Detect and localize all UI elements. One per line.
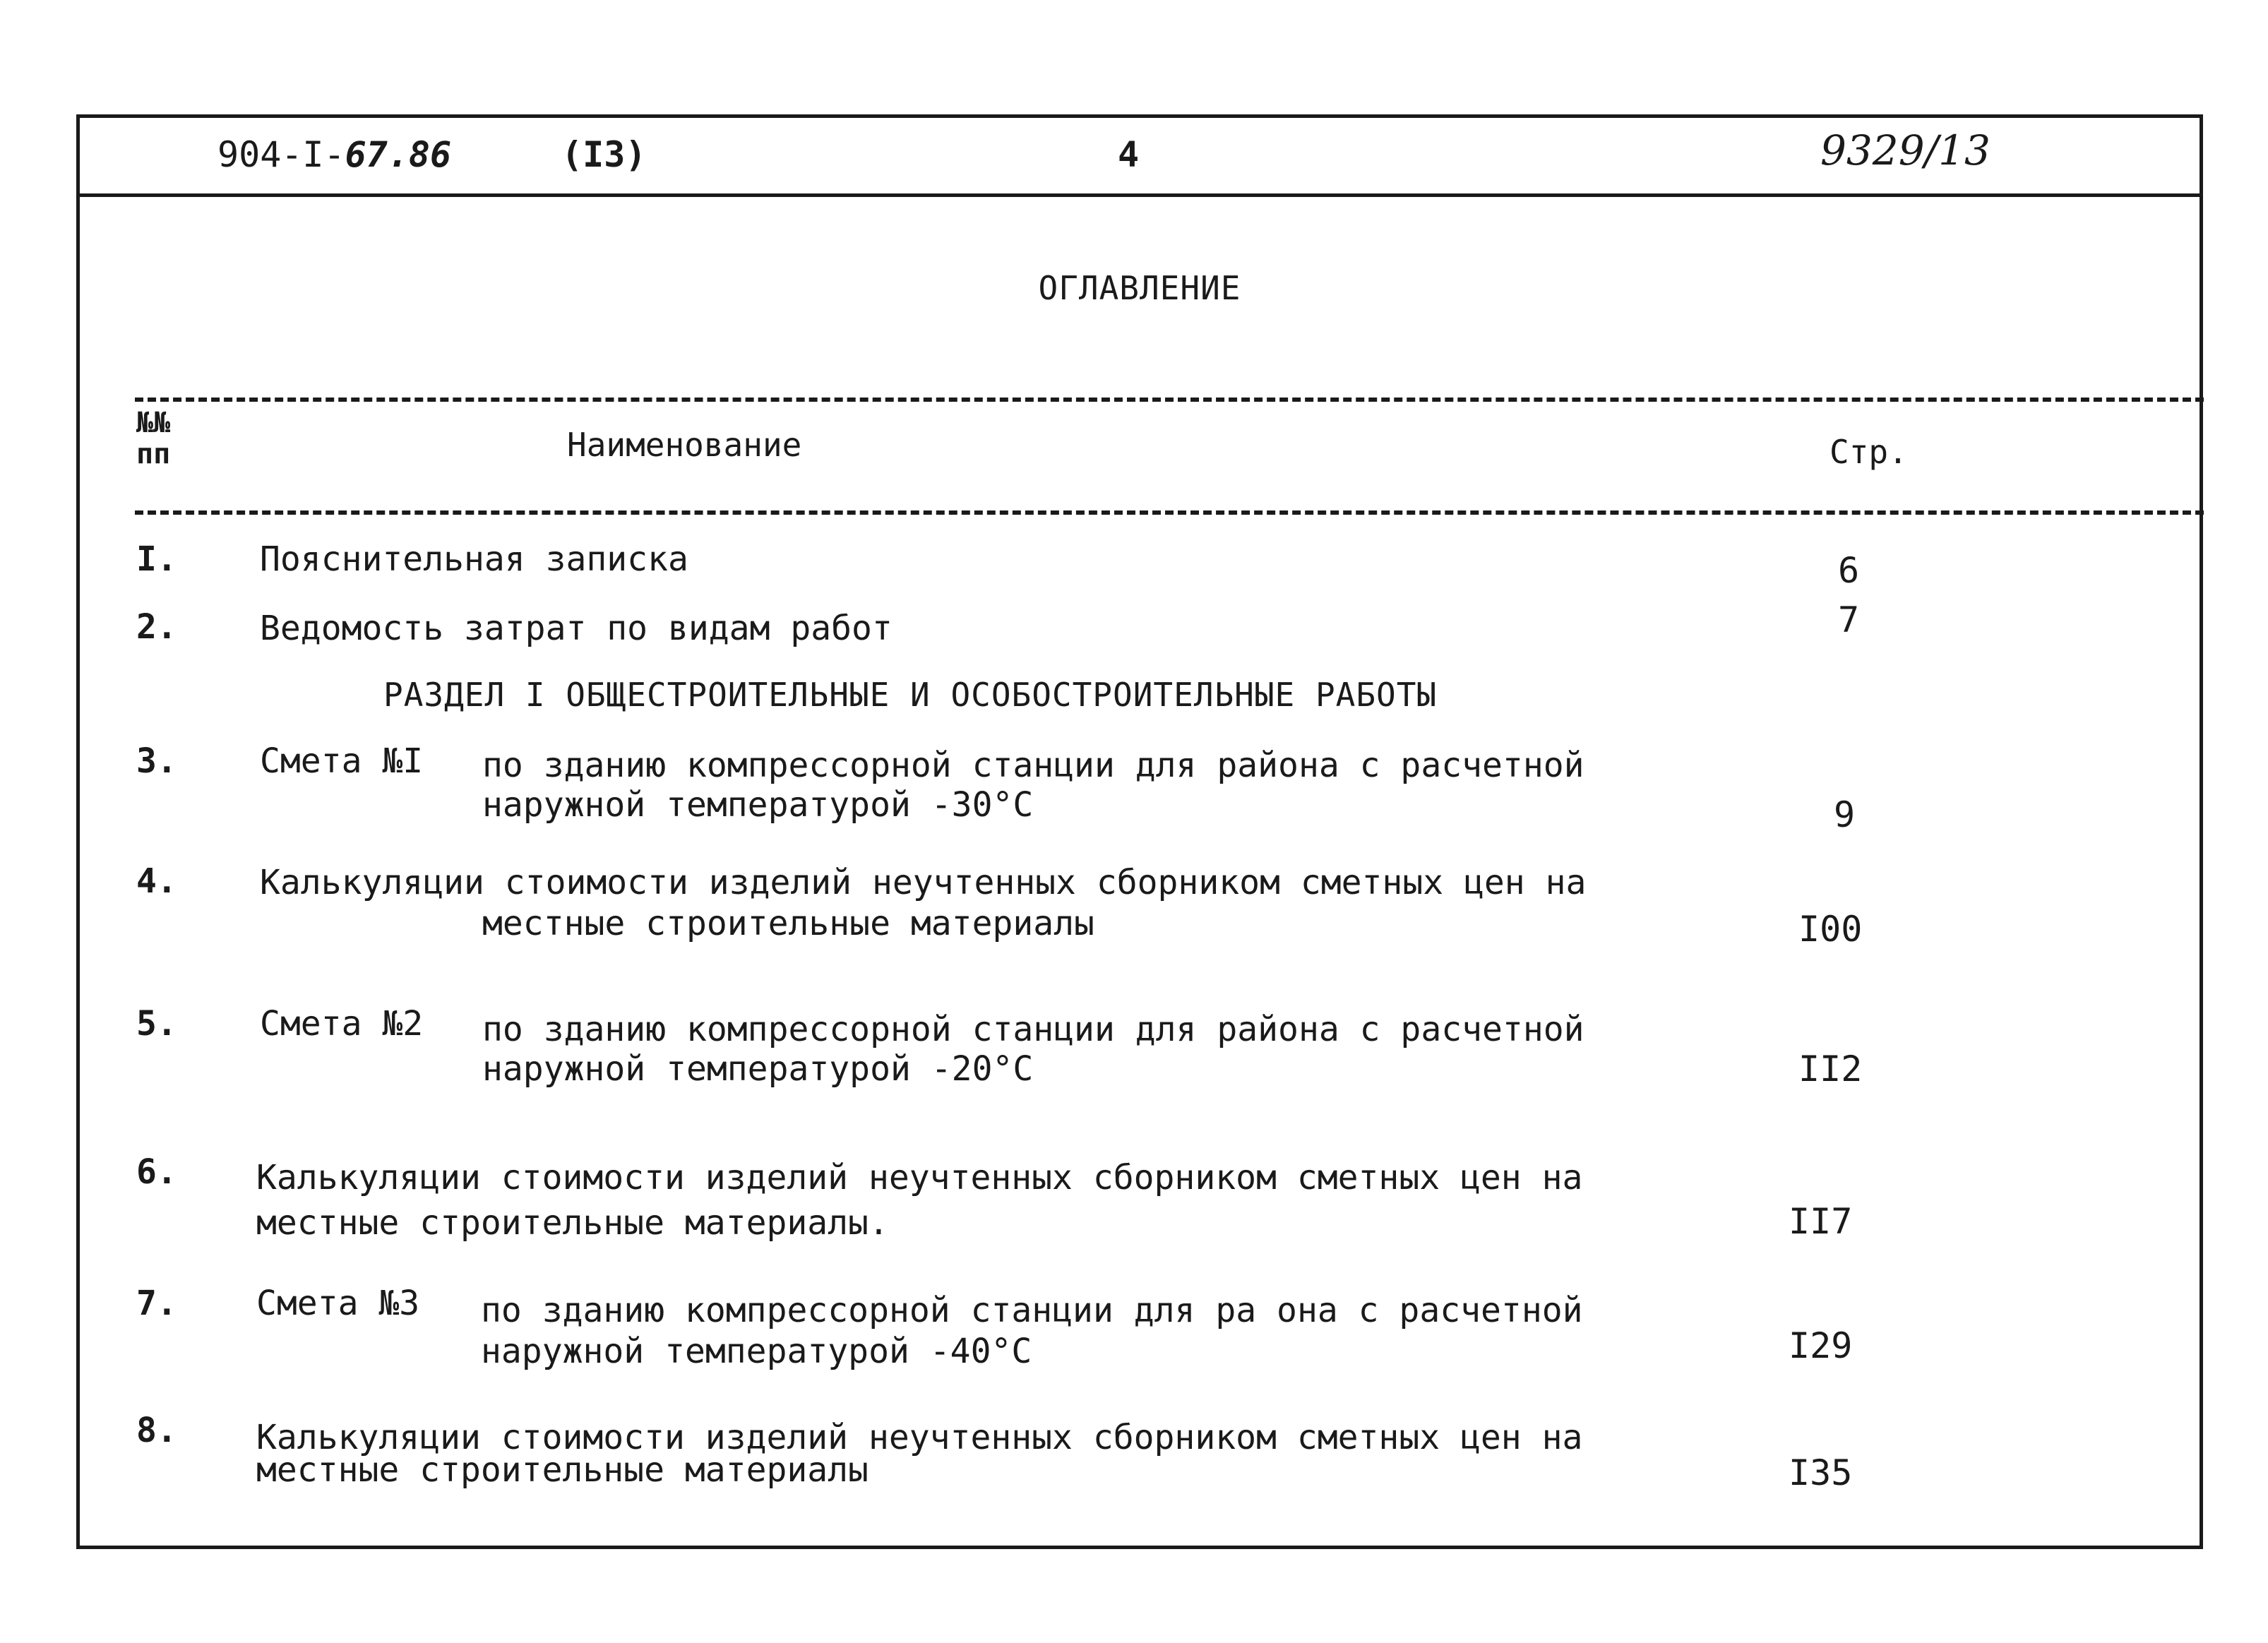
page-number: 4 — [1118, 134, 1140, 175]
inventory-number: 9329/13 — [1820, 126, 1991, 174]
entry-name-line: наружной температурой -30°С — [482, 785, 1034, 825]
entry-number: 3. — [136, 741, 177, 781]
entry-page: I29 — [1789, 1325, 1853, 1366]
entry-page: 7 — [1838, 599, 1860, 640]
header-strip — [80, 118, 2200, 197]
entry-name-line: Калькуляции стоимости изделий неучтенных сборником сметных цен на — [256, 1158, 1583, 1197]
entry-number: 4. — [136, 861, 177, 901]
entry-prefix: Смета №2 — [260, 1004, 424, 1044]
entry-name-line: местные строительные материалы — [256, 1450, 869, 1490]
entry-page: 9 — [1834, 794, 1856, 835]
document-sheet — [76, 114, 2203, 1549]
entry-page: II2 — [1798, 1048, 1863, 1089]
entry-number: 7. — [136, 1284, 177, 1323]
entry-name-line: Ведомость затрат по видам работ — [260, 609, 893, 648]
entry-number: 8. — [136, 1411, 177, 1450]
entry-page: 6 — [1838, 550, 1860, 591]
entry-name-line: Калькуляции стоимости изделий неучтенных сборником сметных цен на — [260, 863, 1587, 902]
entry-number: I. — [136, 539, 177, 579]
entry-name-line: по зданию компрессорной станции для района с расчетной — [482, 1010, 1584, 1049]
entry-name-line: по зданию компрессорной станции для района с расчетной — [482, 746, 1584, 785]
entry-name-line: Калькуляции стоимости изделий неучтенных сборником сметных цен на — [256, 1418, 1583, 1457]
doc-code-handwritten: 67.86 — [345, 134, 452, 175]
dashed-divider-top — [135, 398, 2204, 402]
entry-name-line: местные строительные материалы. — [256, 1203, 889, 1243]
entry-name-line: наружной температурой -40°С — [481, 1332, 1032, 1371]
entry-name-line: наружной температурой -20°С — [482, 1049, 1034, 1089]
page-title: ОГЛАВЛЕНИЕ — [1038, 269, 1241, 307]
entry-page: II7 — [1789, 1201, 1853, 1242]
entry-prefix: Смета №3 — [256, 1284, 420, 1323]
doc-code: 904-I-67.86 — [217, 134, 452, 175]
dashed-divider-bottom — [135, 510, 2204, 515]
entry-number: 6. — [136, 1152, 177, 1192]
column-header-name: Наименование — [567, 426, 802, 464]
entry-page: I35 — [1789, 1452, 1853, 1493]
entry-name-line: местные строительные материалы — [482, 904, 1094, 943]
entry-number: 5. — [136, 1004, 177, 1044]
entry-page: I00 — [1798, 909, 1863, 950]
entry-prefix: Смета №I — [260, 741, 424, 781]
entry-name-line: Пояснительная записка — [260, 539, 688, 579]
section-heading: РАЗДЕЛ I ОБЩЕСТРОИТЕЛЬНЫЕ И ОСОБОСТРОИТЕЛЬНЫЕ РАБОТЫ — [383, 676, 1438, 714]
column-header-num: №№ пп — [136, 407, 171, 470]
sheet-ref: (I3) — [561, 134, 647, 175]
entry-number: 2. — [136, 607, 177, 647]
column-header-page: Стр. — [1830, 433, 1908, 471]
entry-name-line: по зданию компрессорной станции для ра она с расчетной — [481, 1291, 1583, 1330]
